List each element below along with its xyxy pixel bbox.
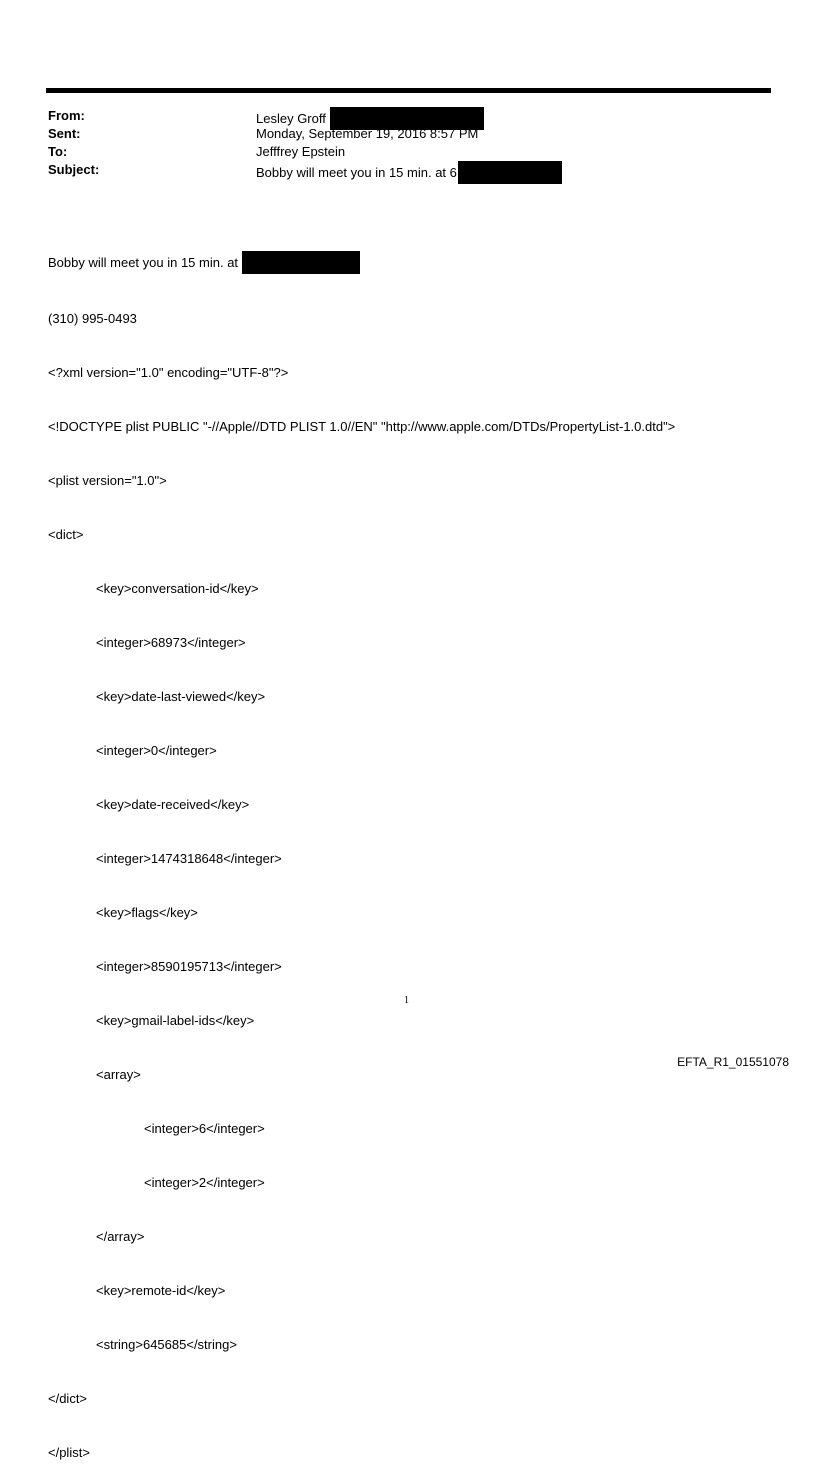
plist-line: <string>645685</string> [96,1337,237,1352]
plist-line: <key>flags</key> [96,905,198,920]
plist-line: <integer>2</integer> [144,1175,265,1190]
document-id: EFTA_R1_01551078 [677,1055,789,1069]
plist-line: <integer>1474318648</integer> [96,851,282,866]
plist-line: <integer>8590195713</integer> [96,959,282,974]
plist-line: <?xml version="1.0" encoding="UTF-8"?> [48,365,289,380]
plist-line: </array> [96,1229,145,1244]
sent-label: Sent: [48,126,81,141]
to-label: To: [48,144,68,159]
header-divider-rule [46,88,771,93]
sent-value: Monday, September 19, 2016 8:57 PM [256,126,479,141]
from-name: Lesley Groff [256,110,326,126]
page-number: 1 [404,995,409,1006]
intro-redaction [242,251,360,274]
plist-line: <key>date-received</key> [96,797,250,812]
plist-line: </plist> [48,1445,90,1460]
intro-text: Bobby will meet you in 15 min. at [48,254,239,270]
plist-line: </dict> [48,1391,88,1406]
plist-line: <integer>0</integer> [96,743,217,758]
subject-text: Bobby will meet you in 15 min. at 6 [256,164,457,180]
plist-line: <plist version="1.0"> [48,473,167,488]
plist-line: <key>conversation-id</key> [96,581,259,596]
plist-line: <dict> [48,527,84,542]
subject-redaction [458,161,562,184]
plist-line: <key>gmail-label-ids</key> [96,1013,255,1028]
plist-line: <integer>6</integer> [144,1121,265,1136]
subject-label: Subject: [48,162,100,177]
to-value: Jefffrey Epstein [256,144,346,159]
phone-number: (310) 995-0493 [48,311,137,326]
plist-line: <!DOCTYPE plist PUBLIC "-//Apple//DTD PLIST 1.0//EN" "http://www.apple.com/DTDs/PropertyList-1.0.dtd"> [48,419,676,434]
message-body [48,215,675,1480]
plist-line: <integer>68973</integer> [96,635,246,650]
plist-line: <array> [96,1067,141,1082]
subject-value [256,161,562,184]
plist-line: <key>remote-id</key> [96,1283,226,1298]
from-label: From: [48,108,85,123]
intro-line [48,251,675,274]
plist-line: <key>date-last-viewed</key> [96,689,266,704]
